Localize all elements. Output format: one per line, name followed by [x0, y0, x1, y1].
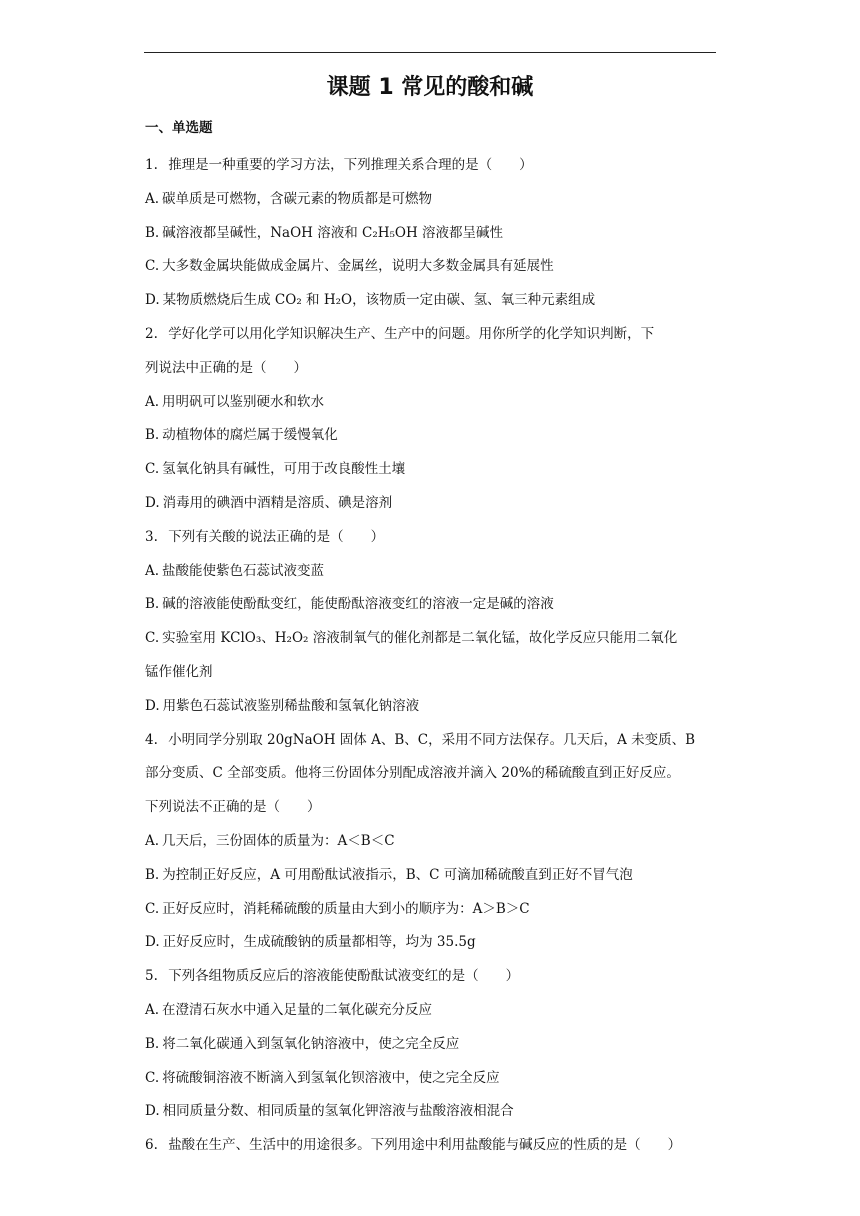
- option-text: 碱溶液都呈碱性，NaOH 溶液和 C₂H₅OH 溶液都呈碱性: [162, 224, 504, 241]
- option-c: [145, 893, 720, 927]
- question-text-continued: 部分变质、C 全部变质。他将三份固体分别配成溶液并滴入 20%的稀硫酸直到正好反应。: [145, 765, 680, 782]
- option-text: 正好反应时，生成硫酸钠的质量都相等，均为 35.5g: [162, 934, 476, 951]
- question-number: 5.: [145, 968, 158, 985]
- option-text: 实验室用 KClO₃、H₂O₂ 溶液制氧气的催化剂都是二氧化锰，故化学反应只能用二氧化: [162, 630, 678, 647]
- option-text: 正好反应时，消耗稀硫酸的质量由大到小的顺序为：A＞B＞C: [162, 900, 530, 917]
- question-number: 3.: [145, 528, 158, 545]
- option-text: 动植物体的腐烂属于缓慢氧化: [162, 427, 338, 444]
- option-label: C.: [145, 1069, 160, 1086]
- option-text: 盐酸能使紫色石蕊试液变蓝: [162, 562, 325, 579]
- question-text: 推理是一种重要的学习方法，下列推理关系合理的是（ ）: [168, 157, 533, 173]
- option-label: C.: [145, 258, 160, 275]
- option-label: D.: [145, 934, 160, 951]
- option-text: 在澄清石灰水中通入足量的二氧化碳充分反应: [162, 1001, 433, 1018]
- option-label: B.: [145, 427, 160, 444]
- page-title: 课题 1 常见的酸和碱: [326, 75, 534, 100]
- option-label: B.: [145, 1035, 160, 1052]
- option-b: [145, 859, 720, 893]
- option-text: 相同质量分数、相同质量的氢氧化钾溶液与盐酸溶液相混合: [162, 1103, 514, 1120]
- option-label: A.: [145, 393, 160, 410]
- option-c: [145, 622, 720, 656]
- option-text: 碱的溶液能使酚酞变红，能使酚酞溶液变红的溶液一定是碱的溶液: [162, 596, 554, 613]
- option-c: [145, 1062, 720, 1096]
- option-text: 氢氧化钠具有碱性，可用于改良酸性土壤: [162, 461, 406, 478]
- question-text: 小明同学分别取 20gNaOH 固体 A、B、C，采用不同方法保存。几天后，A 未变质、B: [168, 731, 696, 748]
- question-stem: [145, 724, 720, 758]
- question-2: [145, 318, 720, 521]
- option-label: D.: [145, 1103, 160, 1120]
- option-b: [145, 419, 720, 453]
- option-a: [145, 994, 720, 1028]
- question-text: 盐酸在生产、生活中的用途很多。下列用途中利用盐酸能与碱反应的性质的是（ ）: [168, 1137, 682, 1154]
- option-a: [145, 555, 720, 589]
- option-d: [145, 690, 720, 724]
- question-number: 2.: [145, 325, 158, 342]
- option-d: [145, 926, 720, 960]
- option-text: 为控制正好反应，A 可用酚酞试液指示，B、C 可滴加稀硫酸直到正好不冒气泡: [162, 866, 633, 883]
- question-text: 下列有关酸的说法正确的是（ ）: [168, 528, 385, 545]
- option-text: 某物质燃烧后生成 CO₂ 和 H₂O，该物质一定由碳、氢、氧三种元素组成: [162, 292, 596, 309]
- option-d: [145, 1095, 720, 1129]
- question-3: [145, 521, 720, 724]
- question-5: [145, 960, 720, 1129]
- section-heading: 一、单选题: [145, 120, 213, 136]
- option-label: A.: [145, 832, 160, 849]
- option-d: [145, 284, 720, 318]
- option-text: 用紫色石蕊试液鉴别稀盐酸和氢氧化钠溶液: [162, 697, 420, 714]
- option-b: [145, 217, 720, 251]
- option-label: D.: [145, 697, 160, 714]
- option-text: 几天后，三份固体的质量为：A＜B＜C: [162, 832, 395, 849]
- option-a: [145, 183, 720, 217]
- option-c: [145, 250, 720, 284]
- option-text: 用明矾可以鉴别硬水和软水: [162, 393, 325, 410]
- question-stem: [145, 960, 720, 994]
- option-label: B.: [145, 596, 160, 613]
- option-d: [145, 487, 720, 521]
- option-label: C.: [145, 461, 160, 478]
- question-number: 6.: [145, 1137, 158, 1154]
- option-label: B.: [145, 224, 160, 241]
- option-a: [145, 386, 720, 420]
- option-label: C.: [145, 900, 160, 917]
- option-label: D.: [145, 292, 160, 309]
- question-text-continued: 下列说法不正确的是（ ）: [145, 799, 321, 816]
- question-4: [145, 724, 720, 961]
- question-list: [145, 149, 720, 1163]
- question-text: 学好化学可以用化学知识解决生产、生产中的问题。用你所学的化学知识判断，下: [168, 325, 655, 342]
- question-stem: [145, 318, 720, 352]
- question-number: 1.: [145, 157, 158, 173]
- header-rule: [144, 52, 716, 53]
- option-a: [145, 825, 720, 859]
- option-text: 将硫酸铜溶液不断滴入到氢氧化钡溶液中，使之完全反应: [162, 1069, 500, 1086]
- question-stem: [145, 149, 720, 183]
- option-text: 大多数金属块能做成金属片、金属丝，说明大多数金属具有延展性: [162, 258, 554, 275]
- option-label: A.: [145, 1001, 160, 1018]
- question-stem: [145, 521, 720, 555]
- option-label: B.: [145, 866, 160, 883]
- option-text: 将二氧化碳通入到氢氧化钠溶液中，使之完全反应: [162, 1035, 460, 1052]
- option-label: D.: [145, 494, 160, 511]
- option-text: 消毒用的碘酒中酒精是溶质、碘是溶剂: [162, 494, 393, 511]
- question-stem: [145, 1129, 720, 1163]
- option-c: [145, 453, 720, 487]
- option-label: C.: [145, 630, 160, 647]
- option-text-continued: 锰作催化剂: [145, 663, 213, 680]
- question-text-continued: 列说法中正确的是（ ）: [145, 359, 307, 376]
- question-number: 4.: [145, 731, 158, 748]
- option-b: [145, 588, 720, 622]
- option-text: 碳单质是可燃物，含碳元素的物质都是可燃物: [162, 190, 433, 207]
- option-label: A.: [145, 190, 160, 207]
- option-b: [145, 1028, 720, 1062]
- option-label: A.: [145, 562, 160, 579]
- question-6: [145, 1129, 720, 1163]
- question-text: 下列各组物质反应后的溶液能使酚酞试液变红的是（ ）: [168, 968, 520, 985]
- question-1: [145, 149, 720, 318]
